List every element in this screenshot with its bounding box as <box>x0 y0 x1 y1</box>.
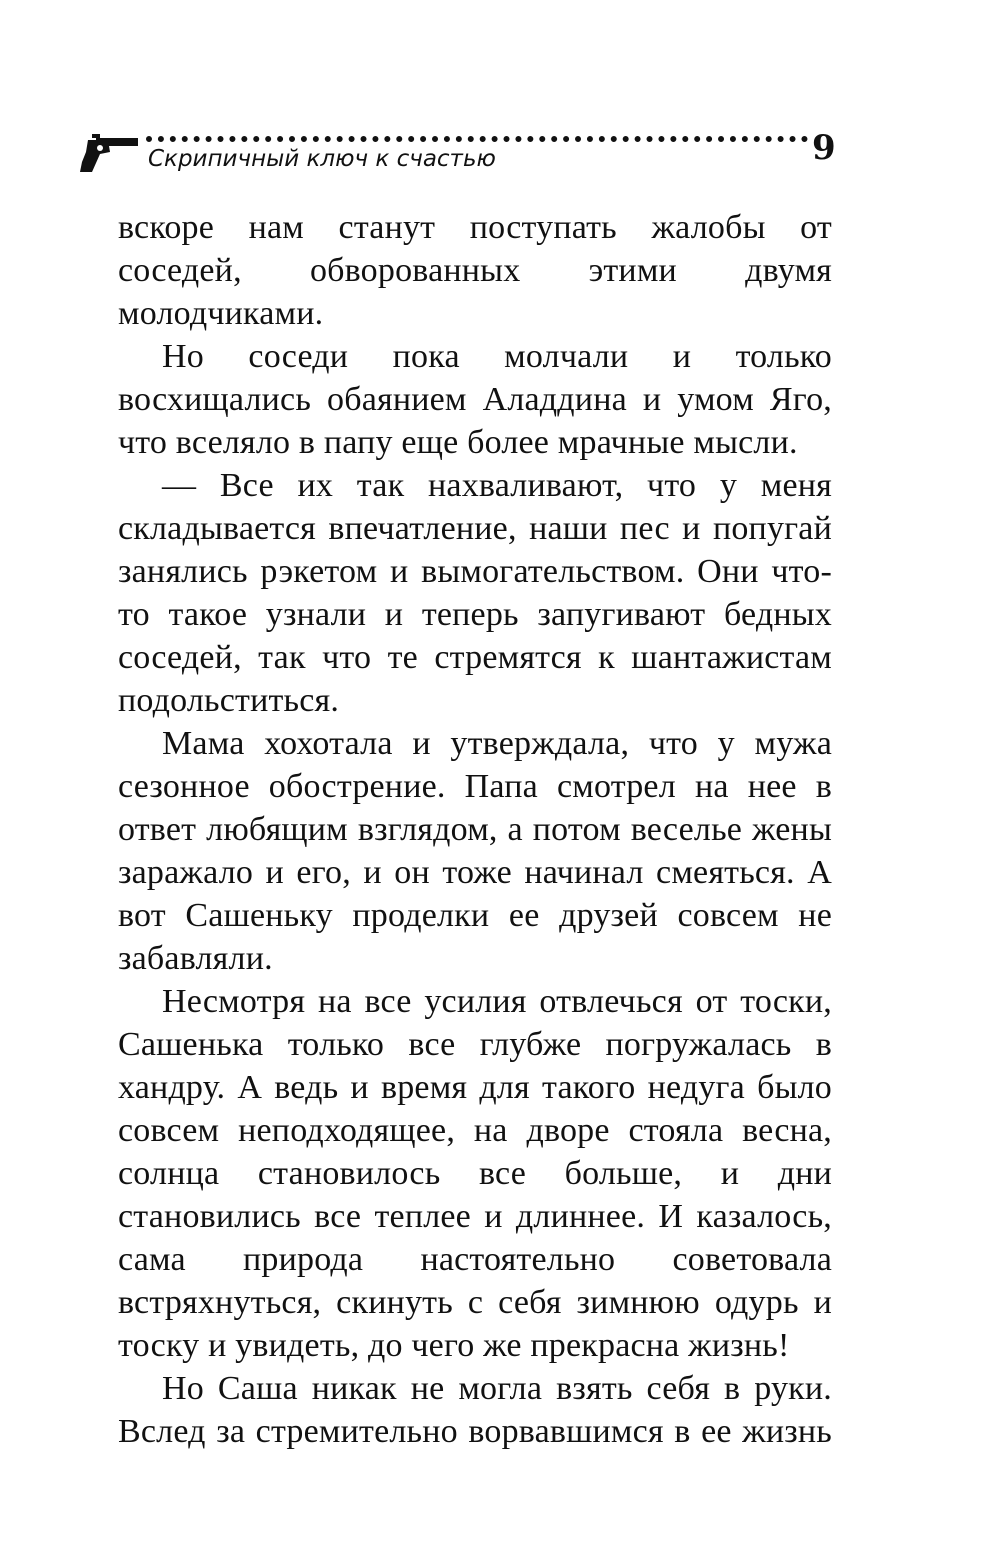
paragraph: Но соседи пока молчали и только восхищались обаянием Аладдина и умом Яго, что вселяло в папу еще более мрачные мысли. <box>118 338 832 461</box>
body-text <box>118 206 832 1453</box>
revolver-icon <box>78 132 138 174</box>
running-title: Скрипичный ключ к счастью <box>148 146 496 172</box>
paragraph: Мама хохотала и утверждала, что у мужа сезонное обострение. Папа смотрел на нее в ответ любящим взглядом, а потом веселье жены заражало и его, и он тоже начинал смеяться. А вот Сашеньку проделки ее друзей совсем не забавляли. <box>118 725 832 977</box>
header-dotted-rule <box>146 136 808 142</box>
paragraph: Но Саша никак не могла взять себя в руки. Вслед за стремительно ворвавшимся в ее жизнь <box>118 1370 832 1450</box>
paragraph: Несмотря на все усилия отвлечься от тоски, Сашенька только все глубже погружалась в хандру. А ведь и время для такого недуга было совсем неподходящее, на дворе стояла весна, солнца становилось все больше, и дни становились все теплее и длиннее. И казалось, сама природа настоятельно советовала встряхнуться, скинуть с себя зимнюю одурь и тоску и увидеть, до чего же прекрасна жизнь! <box>118 983 832 1364</box>
paragraph: — Все их так нахваливают, что у меня складывается впечатление, наши пес и попугай занялись рэкетом и вымогательством. Они что-то такое узнали и теперь запугивают бедных соседей, так что те стремятся к шантажистам подольститься. <box>118 467 832 719</box>
page-header <box>78 128 838 188</box>
page-number: 9 <box>812 128 836 168</box>
paragraph: вскоре нам станут поступать жалобы от соседей, обворованных этими двумя молодчиками. <box>118 209 832 332</box>
